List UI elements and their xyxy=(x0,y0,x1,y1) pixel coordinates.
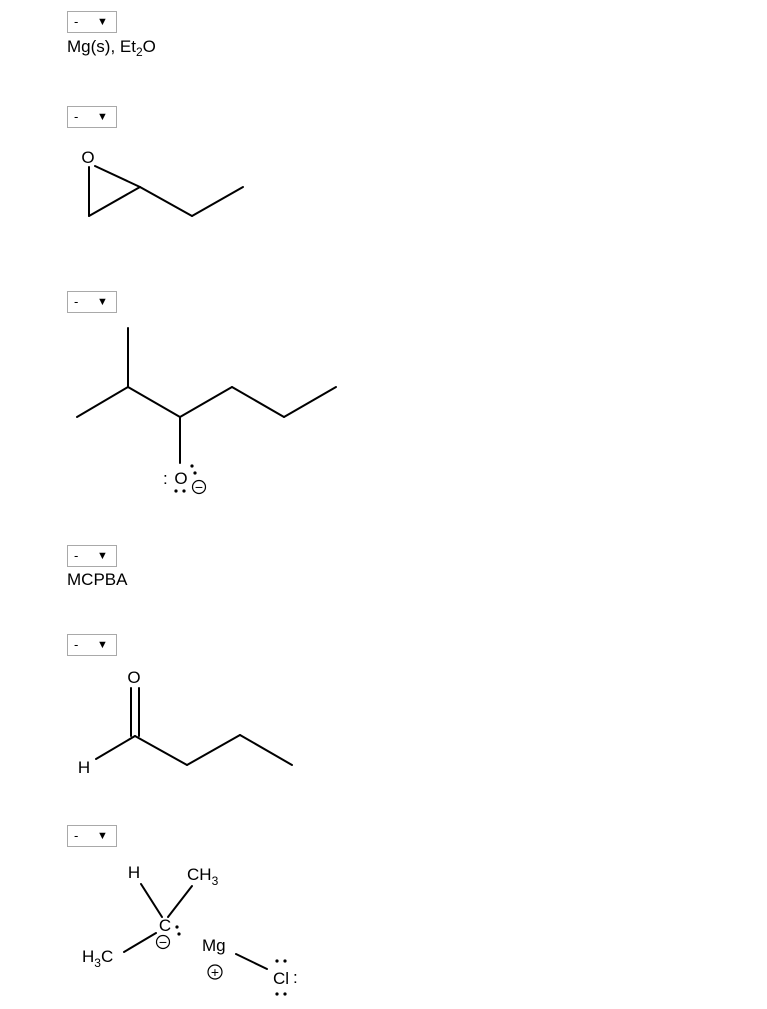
select-value: - xyxy=(74,548,79,563)
select-value: - xyxy=(74,828,79,843)
bond xyxy=(236,954,267,969)
lone-pair-dot xyxy=(275,959,278,962)
chlorine-label: Cl xyxy=(272,969,290,988)
chevron-down-icon: ▼ xyxy=(97,550,108,562)
lone-pair-dots: : xyxy=(293,968,298,987)
lone-pair-dots: : xyxy=(163,469,168,488)
select-value: - xyxy=(74,109,79,124)
lone-pair-dot xyxy=(283,959,286,962)
epoxide-oxygen-label: O xyxy=(81,148,95,167)
lone-pair-dot xyxy=(175,925,178,928)
chevron-down-icon: ▼ xyxy=(97,296,108,308)
bond xyxy=(168,886,192,917)
h3c-label: $H_3C$ xyxy=(82,947,114,970)
bond xyxy=(141,884,162,917)
reagent-text: Mg(s), Et xyxy=(67,37,136,56)
alkoxide-oxygen-label: O xyxy=(174,469,188,488)
chevron-down-icon: ▼ xyxy=(97,830,108,842)
charge-sign: + xyxy=(210,964,220,980)
magnesium-label: Mg xyxy=(202,936,226,955)
lone-pair-dot xyxy=(275,992,278,995)
hydrogen-label: H xyxy=(127,863,141,882)
aldehyde-hydrogen-label: H xyxy=(77,758,91,777)
reagent-text-tail: O xyxy=(142,37,156,56)
chevron-down-icon: ▼ xyxy=(97,639,108,651)
chevron-down-icon: ▼ xyxy=(97,16,108,28)
select-value: - xyxy=(74,294,79,309)
reagent-mcpba-label: MCPBA xyxy=(67,570,128,589)
bond xyxy=(124,933,156,952)
reagent-subscript: 2 xyxy=(135,45,143,59)
charge-sign: − xyxy=(158,934,168,950)
methyl-label: $CH_3$ xyxy=(187,865,219,888)
lone-pair-dot xyxy=(177,932,180,935)
select-value: - xyxy=(74,637,79,652)
aldehyde-oxygen-label: O xyxy=(127,668,141,687)
carbanion-carbon-label: C xyxy=(158,916,172,935)
chevron-down-icon: ▼ xyxy=(97,111,108,123)
select-value: - xyxy=(74,14,79,29)
lone-pair-dot xyxy=(283,992,286,995)
charge-sign: − xyxy=(194,479,204,495)
